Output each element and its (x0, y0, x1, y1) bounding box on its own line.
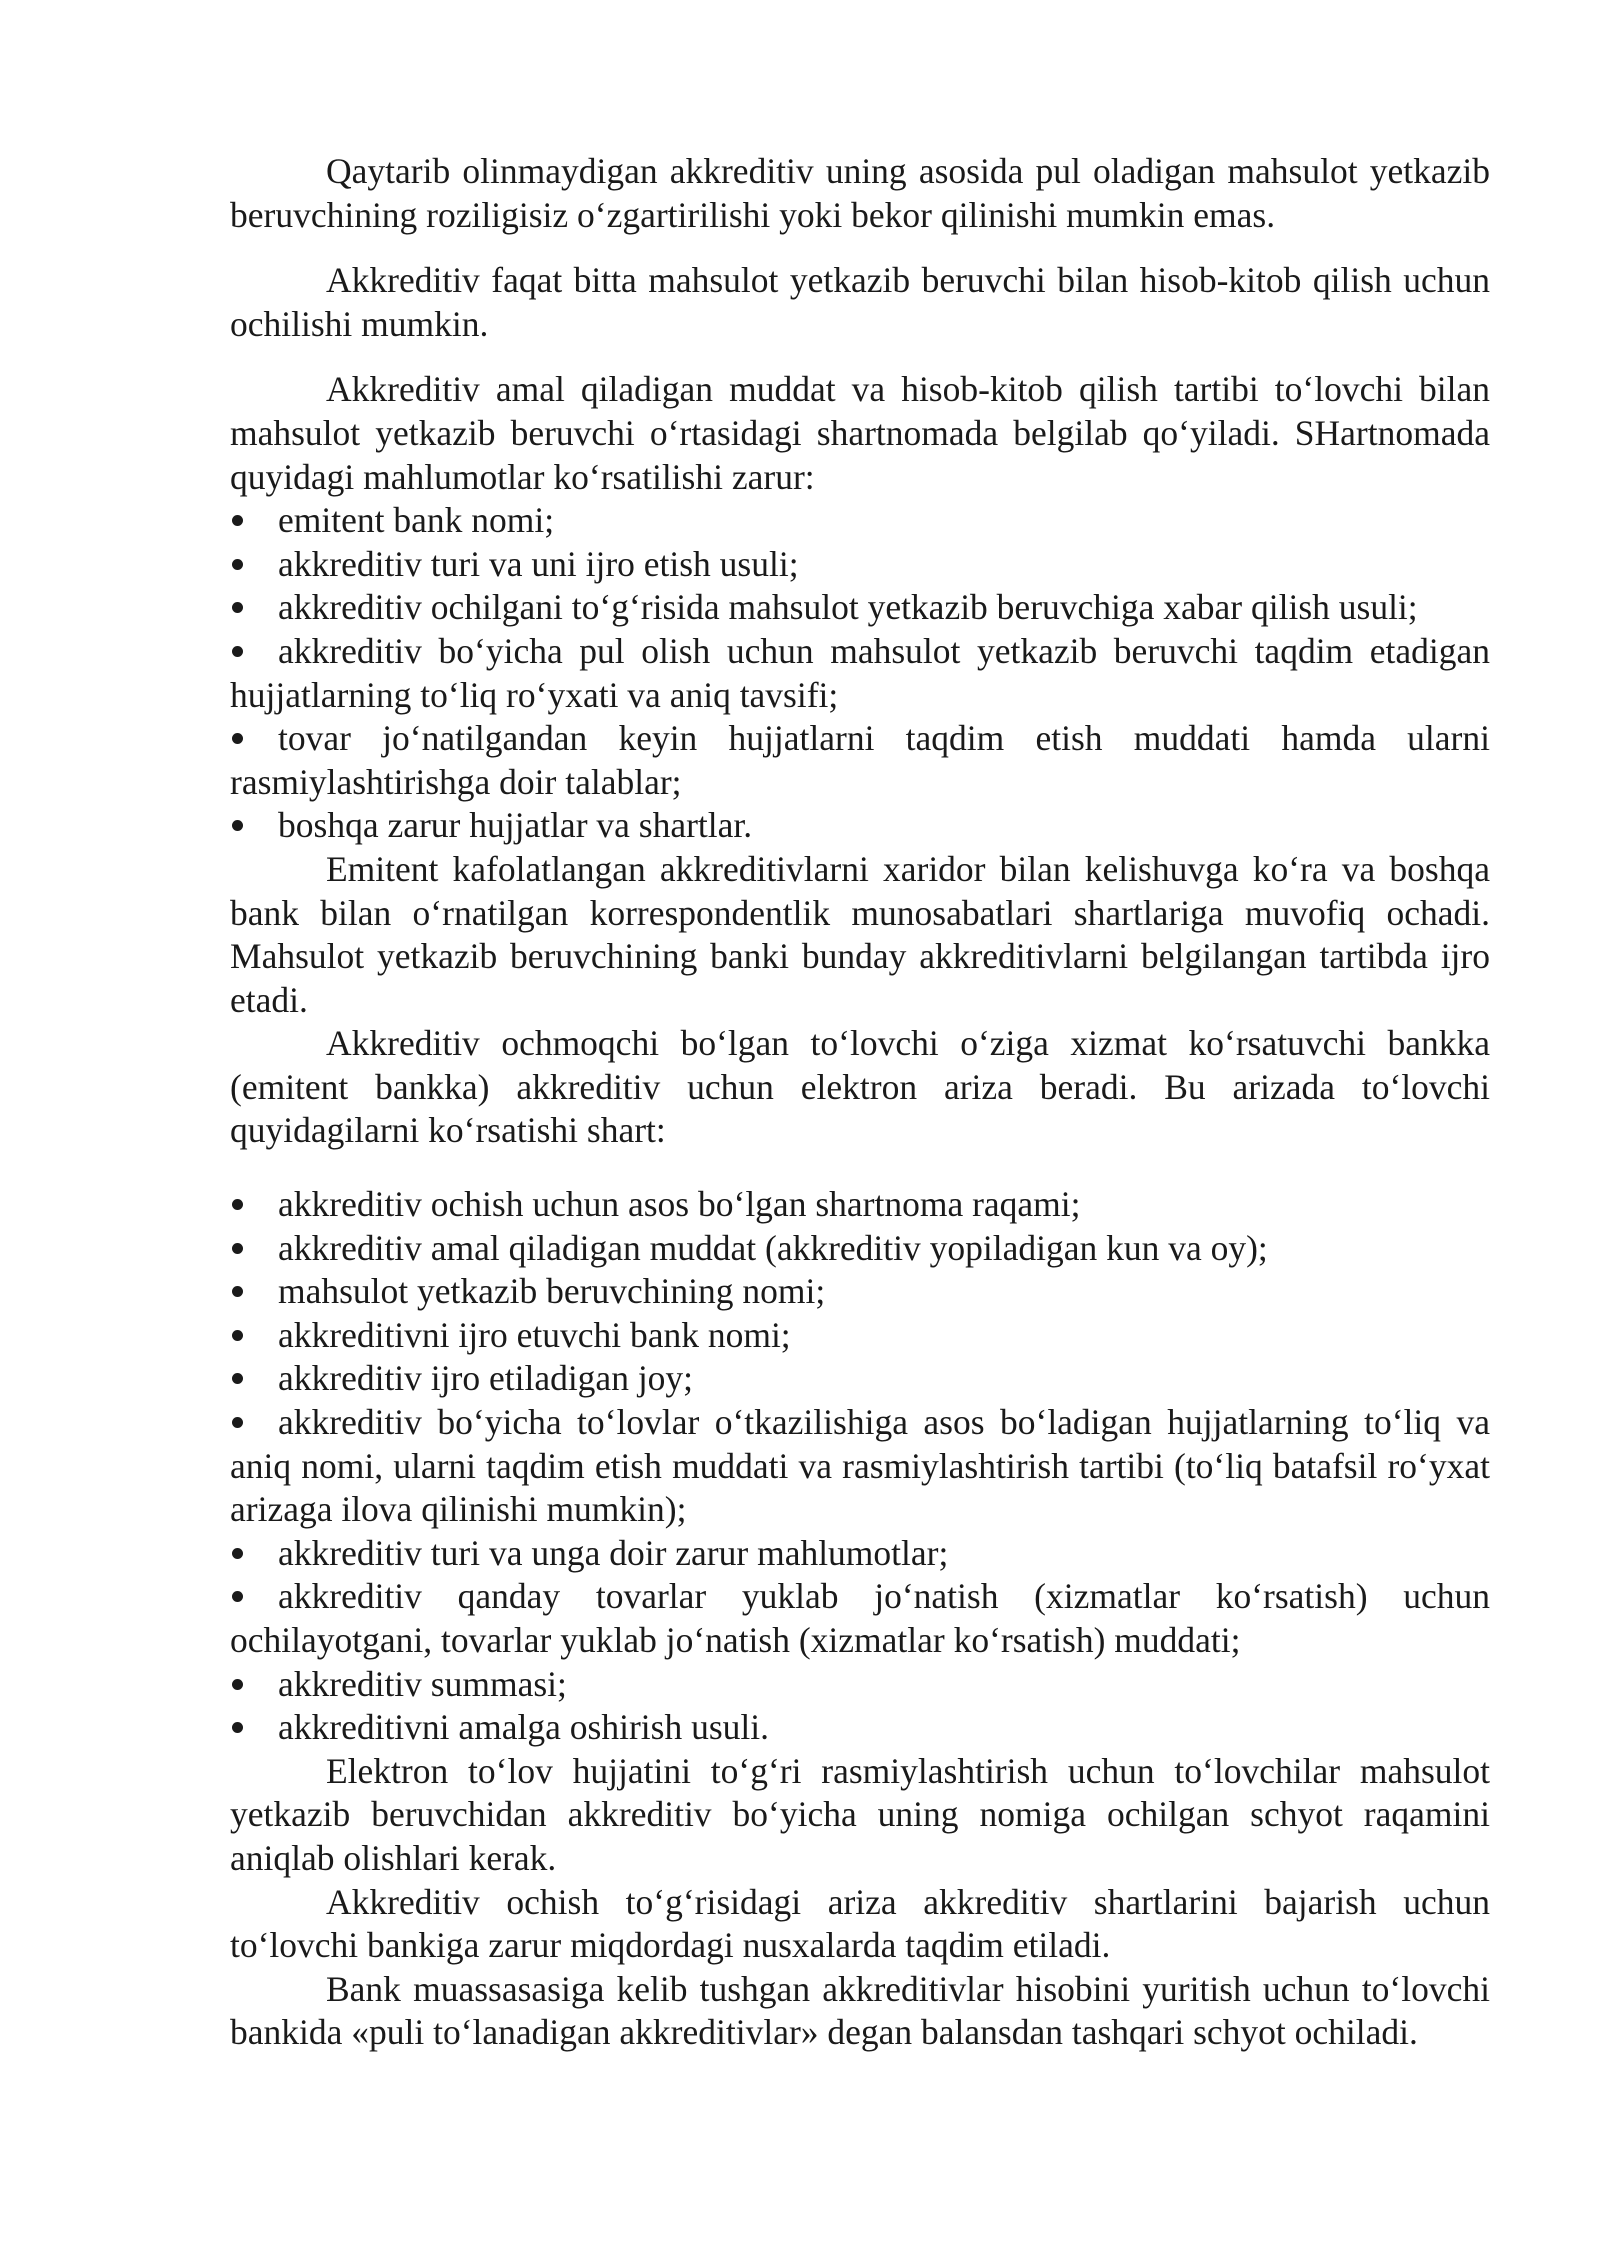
list-item: akkreditiv turi va unga doir zarur mahlumotlar; (230, 1532, 1490, 1576)
bullet-icon (230, 804, 278, 848)
list-item: akkreditiv bo‘yicha pul olish uchun mahsulot yetkazib beruvchi taqdim etadigan hujjatlarning to‘liq ro‘yxati va aniq tavsifi; (230, 630, 1490, 715)
bullet-icon (230, 1183, 278, 1227)
list-item: akkreditiv ijro etiladigan joy; (230, 1357, 1490, 1401)
list-item: akkreditiv qanday tovarlar yuklab jo‘natish (xizmatlar ko‘rsatish) uchun ochilayotgani, tovarlar yuklab jo‘natish (xizmatlar ko‘rsatish) muddati; (230, 1576, 1490, 1660)
paragraph-irrevocable: Qaytarib olinmaydigan akkreditiv uning asosida pul oladigan mahsulot yetkazib beruvchining roziligisiz o‘zgartirilishi yoki bekor qilinishi mumkin emas. (230, 151, 1490, 235)
list-item: akkreditiv summasi; (230, 1663, 1490, 1707)
list-item: boshqa zarur hujjatlar va shartlar. (230, 804, 1490, 848)
bullet-icon (230, 1401, 278, 1445)
paragraph-electronic-payment: Elektron to‘lov hujjatini to‘g‘ri rasmiylashtirish uchun to‘lovchilar mahsulot yetkazib beruvchidan akkreditiv bo‘yicha uning nomiga ochilgan schyot raqamini aniqlab olishlari kerak. (230, 1750, 1490, 1878)
bullet-icon (230, 1575, 278, 1619)
bullet-icon (230, 1270, 278, 1314)
list-item: akkreditiv ochish uchun asos bo‘lgan shartnoma raqami; (230, 1183, 1490, 1227)
bullet-icon (230, 1227, 278, 1271)
paragraph-application-copies: Akkreditiv ochish to‘g‘risidagi ariza akkreditiv shartlarini bajarish uchun to‘lovchi bankiga zarur miqdordagi nusxalarda taqdim etiladi. (230, 1881, 1490, 1966)
document-page (230, 150, 1490, 2055)
list-item: emitent bank nomi; (230, 499, 1490, 543)
bullet-icon (230, 1314, 278, 1358)
bullet-icon (230, 1663, 278, 1707)
list-item: akkreditivni ijro etuvchi bank nomi; (230, 1314, 1490, 1358)
paragraph-single-supplier: Akkreditiv faqat bitta mahsulot yetkazib beruvchi bilan hisob-kitob qilish uchun ochilishi mumkin. (230, 260, 1490, 344)
list-item: akkreditiv turi va uni ijro etish usuli; (230, 543, 1490, 587)
bullet-icon (230, 1532, 278, 1576)
bullet-icon (230, 1357, 278, 1401)
list-item: akkreditiv ochilgani to‘g‘risida mahsulot yetkazib beruvchiga xabar qilish usuli; (230, 586, 1490, 630)
contract-requirements-list (230, 499, 1490, 848)
list-item: mahsulot yetkazib beruvchining nomi; (230, 1270, 1490, 1314)
bullet-icon (230, 586, 278, 630)
spacer (230, 1153, 1490, 1183)
bullet-icon (230, 717, 278, 761)
list-item: akkreditivni amalga oshirish usuli. (230, 1706, 1490, 1750)
paragraph-contract-terms: Akkreditiv amal qiladigan muddat va hisob-kitob qilish tartibi to‘lovchi bilan mahsulot yetkazib beruvchi o‘rtasidagi shartnomada belgilab qo‘yiladi. SHartnomada quyidagi mahlumotlar ko‘rsatilishi zarur: (230, 369, 1490, 497)
list-item: akkreditiv bo‘yicha to‘lovlar o‘tkazilishiga asos bo‘ladigan hujjatlarning to‘liq va aniq nomi, ularni taqdim etish muddati va rasmiylashtirish tartibi (to‘liq batafsil ro‘yxat arizaga ilova qilinishi mumkin); (230, 1402, 1490, 1530)
paragraph-emitent: Emitent kafolatlangan akkreditivlarni xaridor bilan kelishuvga ko‘ra va boshqa bank bilan o‘rnatilgan korrespondentlik munosabatlari shartlariga muvofiq ochadi. Mahsulot yetkazib beruvchining banki bunday akkreditivlarni belgilangan tartibda ijro etadi. (230, 848, 1490, 1020)
bullet-icon (230, 543, 278, 587)
list-item: tovar jo‘natilgandan keyin hujjatlarni taqdim etish muddati hamda ularni rasmiylashtirishga doir talablar; (230, 718, 1490, 802)
paragraph-application: Akkreditiv ochmoqchi bo‘lgan to‘lovchi o‘ziga xizmat ko‘rsatuvchi bankka (emitent bankka) akkreditiv uchun elektron ariza beradi. Bu arizada to‘lovchi quyidagilarni ko‘rsatishi shart: (230, 1023, 1490, 1151)
bullet-icon (230, 1706, 278, 1750)
list-item: akkreditiv amal qiladigan muddat (akkreditiv yopiladigan kun va oy); (230, 1227, 1490, 1271)
bullet-icon (230, 630, 278, 674)
application-requirements-list (230, 1183, 1490, 1750)
paragraph-off-balance-account: Bank muassasasiga kelib tushgan akkreditivlar hisobini yuritish uchun to‘lovchi bankida «puli to‘lanadigan akkreditivlar» degan balansdan tashqari schyot ochiladi. (230, 1968, 1490, 2053)
bullet-icon (230, 499, 278, 543)
